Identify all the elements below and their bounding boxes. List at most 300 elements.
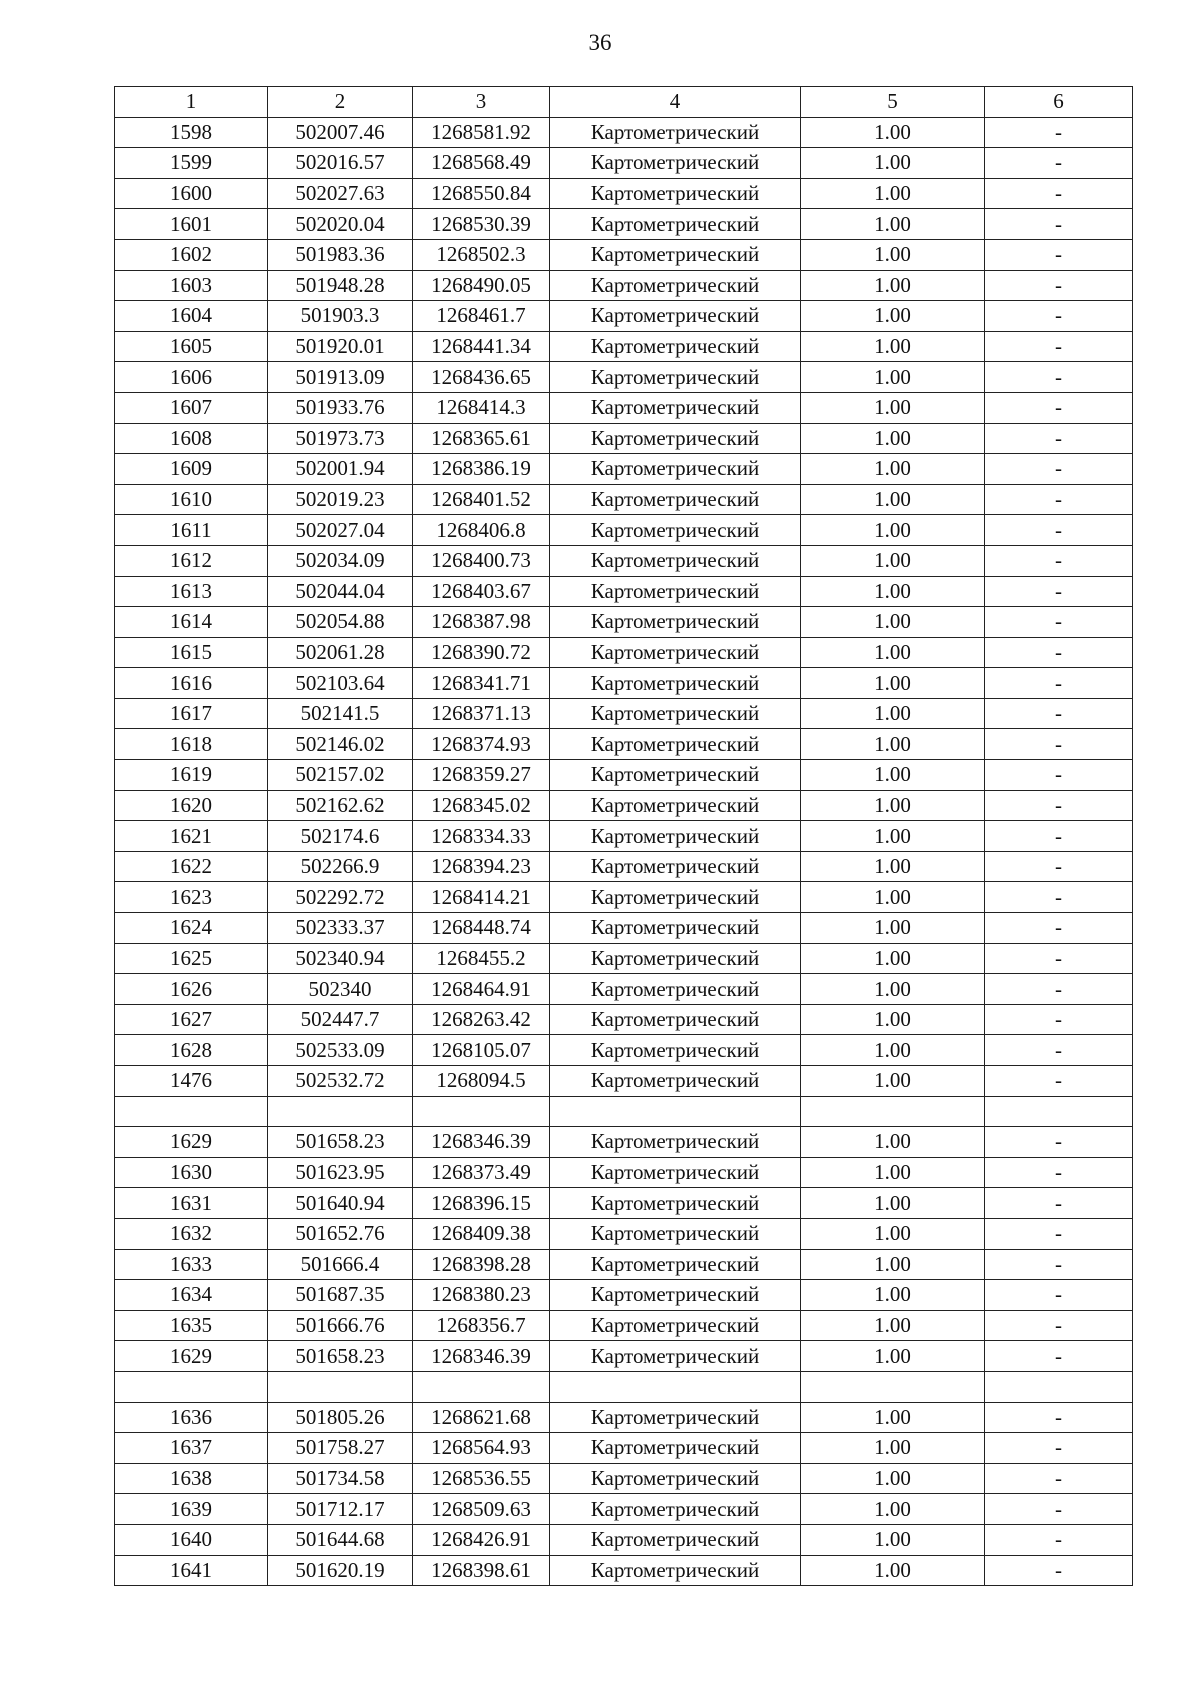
- x-coordinate-cell: 502532.72: [268, 1066, 413, 1097]
- accuracy-cell: 1.00: [801, 148, 985, 179]
- x-coordinate-cell: 502157.02: [268, 760, 413, 791]
- y-coordinate-cell: 1268396.15: [413, 1188, 550, 1219]
- table-row: [115, 454, 1133, 485]
- note-cell: -: [985, 913, 1133, 944]
- x-coordinate-cell: 501623.95: [268, 1157, 413, 1188]
- note-cell: -: [985, 484, 1133, 515]
- point-number-cell: 1627: [115, 1004, 268, 1035]
- point-number-cell: 1638: [115, 1463, 268, 1494]
- y-coordinate-cell: 1268530.39: [413, 209, 550, 240]
- point-number-cell: 1632: [115, 1218, 268, 1249]
- point-number-cell: 1629: [115, 1127, 268, 1158]
- table-row: [115, 1463, 1133, 1494]
- note-cell: -: [985, 1157, 1133, 1188]
- x-coordinate-cell: [268, 1096, 413, 1127]
- x-coordinate-cell: 501712.17: [268, 1494, 413, 1525]
- table-row: [115, 943, 1133, 974]
- point-number-cell: 1611: [115, 515, 268, 546]
- accuracy-cell: 1.00: [801, 1402, 985, 1433]
- x-coordinate-cell: 502044.04: [268, 576, 413, 607]
- point-number-cell: 1622: [115, 851, 268, 882]
- x-coordinate-cell: 502141.5: [268, 698, 413, 729]
- accuracy-cell: 1.00: [801, 882, 985, 913]
- table-row: [115, 882, 1133, 913]
- note-cell: -: [985, 698, 1133, 729]
- table-row: [115, 515, 1133, 546]
- point-number-cell: 1599: [115, 148, 268, 179]
- note-cell: -: [985, 821, 1133, 852]
- x-coordinate-cell: 501658.23: [268, 1341, 413, 1372]
- accuracy-cell: 1.00: [801, 1127, 985, 1158]
- point-number-cell: 1623: [115, 882, 268, 913]
- x-coordinate-cell: 501805.26: [268, 1402, 413, 1433]
- method-cell: Картометрический: [550, 1127, 801, 1158]
- x-coordinate-cell: 502054.88: [268, 607, 413, 638]
- point-number-cell: 1640: [115, 1524, 268, 1555]
- y-coordinate-cell: 1268105.07: [413, 1035, 550, 1066]
- method-cell: Картометрический: [550, 1218, 801, 1249]
- method-cell: Картометрический: [550, 1433, 801, 1464]
- y-coordinate-cell: 1268398.61: [413, 1555, 550, 1586]
- column-header: 1: [115, 87, 268, 118]
- method-cell: Картометрический: [550, 576, 801, 607]
- accuracy-cell: 1.00: [801, 1188, 985, 1219]
- accuracy-cell: 1.00: [801, 423, 985, 454]
- accuracy-cell: 1.00: [801, 790, 985, 821]
- x-coordinate-cell: 501640.94: [268, 1188, 413, 1219]
- table-row: [115, 331, 1133, 362]
- note-cell: -: [985, 1341, 1133, 1372]
- table-row: [115, 1249, 1133, 1280]
- method-cell: Картометрический: [550, 974, 801, 1005]
- x-coordinate-cell: 501983.36: [268, 239, 413, 270]
- table-row: [115, 1188, 1133, 1219]
- point-number-cell: 1613: [115, 576, 268, 607]
- y-coordinate-cell: 1268403.67: [413, 576, 550, 607]
- x-coordinate-cell: 502174.6: [268, 821, 413, 852]
- method-cell: Картометрический: [550, 1555, 801, 1586]
- x-coordinate-cell: 501687.35: [268, 1280, 413, 1311]
- accuracy-cell: 1.00: [801, 974, 985, 1005]
- y-coordinate-cell: 1268394.23: [413, 851, 550, 882]
- table-row: [115, 1433, 1133, 1464]
- point-number-cell: 1641: [115, 1555, 268, 1586]
- table-row: [115, 1096, 1133, 1127]
- y-coordinate-cell: 1268346.39: [413, 1341, 550, 1372]
- note-cell: -: [985, 729, 1133, 760]
- table-header-row: [115, 87, 1133, 118]
- table-row: [115, 698, 1133, 729]
- method-cell: Картометрический: [550, 209, 801, 240]
- table-row: [115, 1280, 1133, 1311]
- x-coordinate-cell: 502034.09: [268, 545, 413, 576]
- column-header: 6: [985, 87, 1133, 118]
- method-cell: Картометрический: [550, 760, 801, 791]
- point-number-cell: 1624: [115, 913, 268, 944]
- table-row: [115, 1066, 1133, 1097]
- note-cell: -: [985, 545, 1133, 576]
- table-row: [115, 1127, 1133, 1158]
- point-number-cell: [115, 1096, 268, 1127]
- y-coordinate-cell: 1268621.68: [413, 1402, 550, 1433]
- accuracy-cell: 1.00: [801, 484, 985, 515]
- y-coordinate-cell: 1268564.93: [413, 1433, 550, 1464]
- table-row: [115, 362, 1133, 393]
- x-coordinate-cell: 502019.23: [268, 484, 413, 515]
- method-cell: Картометрический: [550, 668, 801, 699]
- page-number: 36: [588, 30, 612, 55]
- x-coordinate-cell: 501652.76: [268, 1218, 413, 1249]
- table-row: [115, 607, 1133, 638]
- y-coordinate-cell: 1268365.61: [413, 423, 550, 454]
- table-row: [115, 1402, 1133, 1433]
- method-cell: Картометрический: [550, 607, 801, 638]
- x-coordinate-cell: 502027.63: [268, 178, 413, 209]
- x-coordinate-cell: 501920.01: [268, 331, 413, 362]
- coordinates-table: [114, 86, 1133, 1586]
- method-cell: Картометрический: [550, 637, 801, 668]
- table-row: [115, 1218, 1133, 1249]
- accuracy-cell: 1.00: [801, 1433, 985, 1464]
- note-cell: -: [985, 1218, 1133, 1249]
- point-number-cell: 1617: [115, 698, 268, 729]
- table-row: [115, 576, 1133, 607]
- method-cell: Картометрический: [550, 270, 801, 301]
- table-row: [115, 637, 1133, 668]
- point-number-cell: 1619: [115, 760, 268, 791]
- method-cell: Картометрический: [550, 1066, 801, 1097]
- method-cell: Картометрический: [550, 484, 801, 515]
- y-coordinate-cell: 1268373.49: [413, 1157, 550, 1188]
- y-coordinate-cell: 1268414.21: [413, 882, 550, 913]
- note-cell: -: [985, 117, 1133, 148]
- method-cell: Картометрический: [550, 943, 801, 974]
- method-cell: Картометрический: [550, 1494, 801, 1525]
- table-row: [115, 545, 1133, 576]
- table-row: [115, 851, 1133, 882]
- x-coordinate-cell: 502007.46: [268, 117, 413, 148]
- method-cell: Картометрический: [550, 821, 801, 852]
- x-coordinate-cell: 502146.02: [268, 729, 413, 760]
- y-coordinate-cell: 1268409.38: [413, 1218, 550, 1249]
- point-number-cell: 1607: [115, 392, 268, 423]
- x-coordinate-cell: 502103.64: [268, 668, 413, 699]
- point-number-cell: 1608: [115, 423, 268, 454]
- note-cell: -: [985, 362, 1133, 393]
- y-coordinate-cell: 1268536.55: [413, 1463, 550, 1494]
- y-coordinate-cell: 1268400.73: [413, 545, 550, 576]
- note-cell: -: [985, 331, 1133, 362]
- point-number-cell: [115, 1371, 268, 1402]
- accuracy-cell: 1.00: [801, 913, 985, 944]
- point-number-cell: 1621: [115, 821, 268, 852]
- accuracy-cell: 1.00: [801, 545, 985, 576]
- method-cell: Картометрический: [550, 729, 801, 760]
- accuracy-cell: 1.00: [801, 515, 985, 546]
- x-coordinate-cell: [268, 1371, 413, 1402]
- method-cell: Картометрический: [550, 239, 801, 270]
- point-number-cell: 1633: [115, 1249, 268, 1280]
- point-number-cell: 1612: [115, 545, 268, 576]
- point-number-cell: 1626: [115, 974, 268, 1005]
- table-row: [115, 117, 1133, 148]
- table-row: [115, 1524, 1133, 1555]
- point-number-cell: 1616: [115, 668, 268, 699]
- accuracy-cell: 1.00: [801, 1218, 985, 1249]
- note-cell: -: [985, 882, 1133, 913]
- y-coordinate-cell: 1268398.28: [413, 1249, 550, 1280]
- method-cell: Картометрический: [550, 454, 801, 485]
- x-coordinate-cell: 502447.7: [268, 1004, 413, 1035]
- accuracy-cell: 1.00: [801, 943, 985, 974]
- note-cell: -: [985, 1555, 1133, 1586]
- y-coordinate-cell: 1268455.2: [413, 943, 550, 974]
- note-cell: -: [985, 1004, 1133, 1035]
- y-coordinate-cell: 1268345.02: [413, 790, 550, 821]
- method-cell: Картометрический: [550, 1524, 801, 1555]
- method-cell: Картометрический: [550, 117, 801, 148]
- table-row: [115, 148, 1133, 179]
- table-row: [115, 1371, 1133, 1402]
- accuracy-cell: [801, 1371, 985, 1402]
- x-coordinate-cell: 502001.94: [268, 454, 413, 485]
- x-coordinate-cell: 501620.19: [268, 1555, 413, 1586]
- note-cell: -: [985, 178, 1133, 209]
- accuracy-cell: 1.00: [801, 331, 985, 362]
- note-cell: -: [985, 209, 1133, 240]
- x-coordinate-cell: 501666.4: [268, 1249, 413, 1280]
- x-coordinate-cell: 501973.73: [268, 423, 413, 454]
- method-cell: Картометрический: [550, 1004, 801, 1035]
- table-row: [115, 1157, 1133, 1188]
- accuracy-cell: 1.00: [801, 576, 985, 607]
- note-cell: -: [985, 1188, 1133, 1219]
- table-row: [115, 484, 1133, 515]
- x-coordinate-cell: 502292.72: [268, 882, 413, 913]
- point-number-cell: 1630: [115, 1157, 268, 1188]
- table-row: [115, 423, 1133, 454]
- accuracy-cell: 1.00: [801, 1035, 985, 1066]
- point-number-cell: 1602: [115, 239, 268, 270]
- column-header: 2: [268, 87, 413, 118]
- method-cell: Картометрический: [550, 698, 801, 729]
- table-row: [115, 1004, 1133, 1035]
- method-cell: Картометрический: [550, 1341, 801, 1372]
- y-coordinate-cell: 1268341.71: [413, 668, 550, 699]
- x-coordinate-cell: 502266.9: [268, 851, 413, 882]
- note-cell: -: [985, 1402, 1133, 1433]
- method-cell: Картометрический: [550, 882, 801, 913]
- point-number-cell: 1605: [115, 331, 268, 362]
- note-cell: -: [985, 1310, 1133, 1341]
- table-row: [115, 790, 1133, 821]
- note-cell: -: [985, 790, 1133, 821]
- note-cell: -: [985, 760, 1133, 791]
- method-cell: Картометрический: [550, 790, 801, 821]
- note-cell: -: [985, 270, 1133, 301]
- column-header: 4: [550, 87, 801, 118]
- x-coordinate-cell: 502016.57: [268, 148, 413, 179]
- note-cell: -: [985, 1280, 1133, 1311]
- method-cell: Картометрический: [550, 392, 801, 423]
- x-coordinate-cell: 502333.37: [268, 913, 413, 944]
- accuracy-cell: 1.00: [801, 1341, 985, 1372]
- accuracy-cell: 1.00: [801, 117, 985, 148]
- point-number-cell: 1476: [115, 1066, 268, 1097]
- accuracy-cell: 1.00: [801, 270, 985, 301]
- accuracy-cell: 1.00: [801, 821, 985, 852]
- y-coordinate-cell: 1268356.7: [413, 1310, 550, 1341]
- note-cell: -: [985, 1127, 1133, 1158]
- x-coordinate-cell: 501903.3: [268, 301, 413, 332]
- point-number-cell: 1629: [115, 1341, 268, 1372]
- accuracy-cell: 1.00: [801, 607, 985, 638]
- note-cell: -: [985, 607, 1133, 638]
- method-cell: Картометрический: [550, 1035, 801, 1066]
- y-coordinate-cell: 1268436.65: [413, 362, 550, 393]
- accuracy-cell: 1.00: [801, 239, 985, 270]
- y-coordinate-cell: 1268386.19: [413, 454, 550, 485]
- x-coordinate-cell: 502533.09: [268, 1035, 413, 1066]
- x-coordinate-cell: 502340.94: [268, 943, 413, 974]
- table-row: [115, 821, 1133, 852]
- y-coordinate-cell: 1268401.52: [413, 484, 550, 515]
- accuracy-cell: 1.00: [801, 1310, 985, 1341]
- point-number-cell: 1625: [115, 943, 268, 974]
- table-row: [115, 239, 1133, 270]
- point-number-cell: 1639: [115, 1494, 268, 1525]
- method-cell: Картометрический: [550, 423, 801, 454]
- table-row: [115, 729, 1133, 760]
- point-number-cell: 1631: [115, 1188, 268, 1219]
- method-cell: Картометрический: [550, 1188, 801, 1219]
- x-coordinate-cell: 502027.04: [268, 515, 413, 546]
- table-row: [115, 1494, 1133, 1525]
- accuracy-cell: 1.00: [801, 760, 985, 791]
- x-coordinate-cell: 501758.27: [268, 1433, 413, 1464]
- note-cell: -: [985, 1463, 1133, 1494]
- accuracy-cell: 1.00: [801, 392, 985, 423]
- point-number-cell: 1635: [115, 1310, 268, 1341]
- point-number-cell: 1615: [115, 637, 268, 668]
- x-coordinate-cell: 502340: [268, 974, 413, 1005]
- y-coordinate-cell: 1268374.93: [413, 729, 550, 760]
- note-cell: -: [985, 392, 1133, 423]
- method-cell: Картометрический: [550, 1402, 801, 1433]
- table-row: [115, 974, 1133, 1005]
- accuracy-cell: [801, 1096, 985, 1127]
- table-row: [115, 209, 1133, 240]
- note-cell: -: [985, 1494, 1133, 1525]
- method-cell: Картометрический: [550, 851, 801, 882]
- x-coordinate-cell: 501913.09: [268, 362, 413, 393]
- table-row: [115, 392, 1133, 423]
- note-cell: -: [985, 301, 1133, 332]
- table-row: [115, 1341, 1133, 1372]
- note-cell: -: [985, 576, 1133, 607]
- note-cell: -: [985, 851, 1133, 882]
- note-cell: -: [985, 1035, 1133, 1066]
- point-number-cell: 1606: [115, 362, 268, 393]
- method-cell: [550, 1096, 801, 1127]
- table-row: [115, 1555, 1133, 1586]
- point-number-cell: 1636: [115, 1402, 268, 1433]
- point-number-cell: 1634: [115, 1280, 268, 1311]
- point-number-cell: 1600: [115, 178, 268, 209]
- y-coordinate-cell: 1268334.33: [413, 821, 550, 852]
- note-cell: -: [985, 1066, 1133, 1097]
- y-coordinate-cell: 1268448.74: [413, 913, 550, 944]
- y-coordinate-cell: 1268414.3: [413, 392, 550, 423]
- table-row: [115, 668, 1133, 699]
- point-number-cell: 1610: [115, 484, 268, 515]
- method-cell: Картометрический: [550, 545, 801, 576]
- y-coordinate-cell: 1268490.05: [413, 270, 550, 301]
- y-coordinate-cell: [413, 1096, 550, 1127]
- y-coordinate-cell: 1268426.91: [413, 1524, 550, 1555]
- x-coordinate-cell: 501658.23: [268, 1127, 413, 1158]
- accuracy-cell: 1.00: [801, 851, 985, 882]
- y-coordinate-cell: 1268550.84: [413, 178, 550, 209]
- y-coordinate-cell: 1268263.42: [413, 1004, 550, 1035]
- method-cell: Картометрический: [550, 913, 801, 944]
- method-cell: Картометрический: [550, 1463, 801, 1494]
- note-cell: -: [985, 668, 1133, 699]
- method-cell: Картометрический: [550, 1249, 801, 1280]
- accuracy-cell: 1.00: [801, 209, 985, 240]
- y-coordinate-cell: 1268441.34: [413, 331, 550, 362]
- y-coordinate-cell: 1268359.27: [413, 760, 550, 791]
- x-coordinate-cell: 501644.68: [268, 1524, 413, 1555]
- note-cell: -: [985, 1524, 1133, 1555]
- x-coordinate-cell: 501734.58: [268, 1463, 413, 1494]
- accuracy-cell: 1.00: [801, 301, 985, 332]
- y-coordinate-cell: 1268387.98: [413, 607, 550, 638]
- accuracy-cell: 1.00: [801, 698, 985, 729]
- method-cell: Картометрический: [550, 362, 801, 393]
- point-number-cell: 1618: [115, 729, 268, 760]
- column-header: 5: [801, 87, 985, 118]
- table-row: [115, 760, 1133, 791]
- note-cell: [985, 1096, 1133, 1127]
- accuracy-cell: 1.00: [801, 1004, 985, 1035]
- table-row: [115, 1035, 1133, 1066]
- y-coordinate-cell: 1268380.23: [413, 1280, 550, 1311]
- accuracy-cell: 1.00: [801, 1280, 985, 1311]
- method-cell: Картометрический: [550, 515, 801, 546]
- table-row: [115, 178, 1133, 209]
- x-coordinate-cell: 502061.28: [268, 637, 413, 668]
- point-number-cell: 1609: [115, 454, 268, 485]
- x-coordinate-cell: 502162.62: [268, 790, 413, 821]
- method-cell: Картометрический: [550, 178, 801, 209]
- y-coordinate-cell: 1268371.13: [413, 698, 550, 729]
- table-row: [115, 301, 1133, 332]
- column-header: 3: [413, 87, 550, 118]
- method-cell: Картометрический: [550, 1310, 801, 1341]
- x-coordinate-cell: 501948.28: [268, 270, 413, 301]
- method-cell: Картометрический: [550, 1280, 801, 1311]
- note-cell: -: [985, 637, 1133, 668]
- accuracy-cell: 1.00: [801, 1157, 985, 1188]
- table-row: [115, 913, 1133, 944]
- y-coordinate-cell: 1268346.39: [413, 1127, 550, 1158]
- accuracy-cell: 1.00: [801, 1555, 985, 1586]
- y-coordinate-cell: 1268568.49: [413, 148, 550, 179]
- accuracy-cell: 1.00: [801, 1249, 985, 1280]
- y-coordinate-cell: 1268390.72: [413, 637, 550, 668]
- y-coordinate-cell: 1268461.7: [413, 301, 550, 332]
